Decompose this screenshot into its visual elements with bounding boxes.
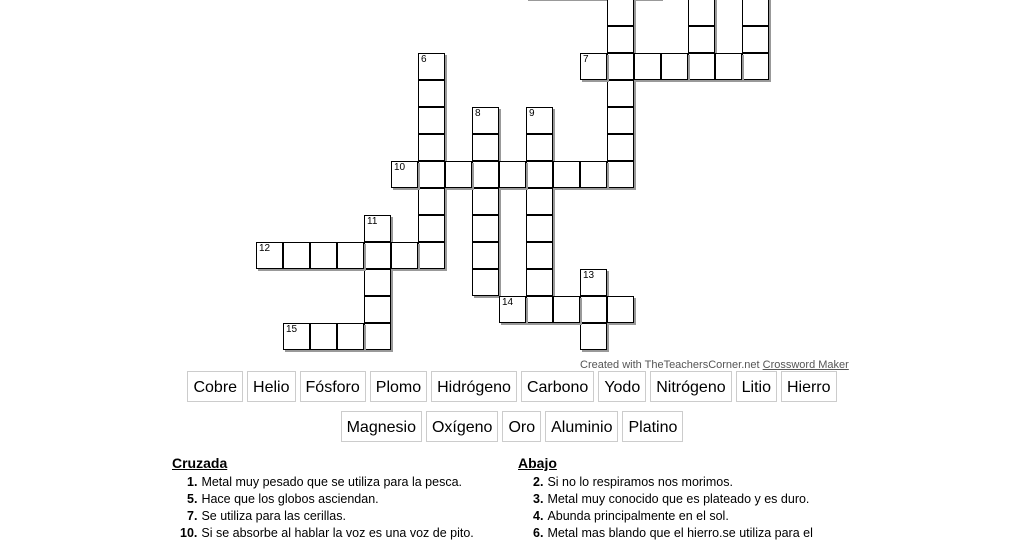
clue-item bbox=[518, 491, 813, 508]
grid-cell[interactable] bbox=[688, 26, 715, 53]
grid-cell[interactable] bbox=[310, 242, 337, 269]
grid-cell[interactable] bbox=[742, 53, 769, 80]
clue-number: 1. bbox=[187, 475, 198, 489]
clue-item bbox=[172, 508, 474, 525]
clue-number-label: 10 bbox=[394, 162, 406, 173]
word-bank-row-2 bbox=[0, 411, 1024, 442]
clue-number-label: 6 bbox=[421, 54, 427, 65]
word-bank-item: Carbono bbox=[521, 371, 594, 402]
clue-number: 3. bbox=[533, 492, 544, 506]
grid-cell[interactable] bbox=[418, 107, 445, 134]
grid-cell[interactable] bbox=[742, 0, 769, 26]
grid-cell[interactable] bbox=[499, 161, 526, 188]
grid-cell[interactable] bbox=[580, 296, 607, 323]
clue-text: Metal muy pesado que se utiliza para la pesca. bbox=[201, 475, 463, 489]
clue-number: 2. bbox=[533, 475, 544, 489]
clue-number: 4. bbox=[533, 509, 544, 523]
word-bank-item: Nitrógeno bbox=[650, 371, 731, 402]
grid-cell[interactable] bbox=[472, 161, 499, 188]
clue-number: 7. bbox=[187, 509, 198, 523]
grid-cell[interactable] bbox=[607, 26, 634, 53]
word-bank-item: Yodo bbox=[598, 371, 646, 402]
grid-cell[interactable] bbox=[283, 242, 310, 269]
grid-cell[interactable] bbox=[634, 53, 661, 80]
grid-cell[interactable] bbox=[418, 161, 445, 188]
grid-cell[interactable] bbox=[364, 296, 391, 323]
across-heading: Cruzada bbox=[172, 455, 228, 471]
grid-cell[interactable] bbox=[472, 242, 499, 269]
grid-cell[interactable] bbox=[526, 188, 553, 215]
grid-cell[interactable] bbox=[337, 242, 364, 269]
word-bank-item: Oro bbox=[502, 411, 541, 442]
clue-item bbox=[518, 474, 813, 491]
grid-cell[interactable] bbox=[688, 0, 715, 26]
grid-cell[interactable] bbox=[742, 26, 769, 53]
clue-text: Metal muy conocido que es plateado y es duro. bbox=[547, 492, 810, 506]
word-bank-item: Hierro bbox=[781, 371, 837, 402]
grid-cell[interactable] bbox=[418, 188, 445, 215]
grid-cell[interactable] bbox=[607, 53, 634, 80]
grid-cell[interactable] bbox=[499, 296, 526, 323]
clue-item bbox=[172, 525, 474, 542]
across-clues bbox=[172, 455, 474, 542]
clue-text: Se utiliza para las cerillas. bbox=[201, 509, 346, 523]
clue-item bbox=[518, 508, 813, 525]
grid-cell[interactable] bbox=[472, 188, 499, 215]
word-bank-item: Helio bbox=[247, 371, 295, 402]
grid-cell[interactable] bbox=[526, 107, 553, 134]
clue-item bbox=[172, 491, 474, 508]
credit-line bbox=[580, 359, 849, 371]
grid-cell[interactable] bbox=[526, 296, 553, 323]
grid-cell[interactable] bbox=[418, 53, 445, 80]
clue-number-label: 8 bbox=[475, 108, 481, 119]
clue-number: 10. bbox=[180, 526, 198, 540]
grid-cell[interactable] bbox=[553, 161, 580, 188]
grid-cell[interactable] bbox=[526, 242, 553, 269]
grid-cell[interactable] bbox=[364, 323, 391, 350]
grid-cell[interactable] bbox=[472, 215, 499, 242]
clue-number-label: 13 bbox=[583, 270, 595, 281]
word-bank-item: Platino bbox=[622, 411, 683, 442]
credit-text: Created with TheTeachersCorner.net bbox=[580, 359, 763, 371]
grid-cell[interactable] bbox=[715, 53, 742, 80]
grid-cell[interactable] bbox=[661, 53, 688, 80]
grid-cell[interactable] bbox=[580, 53, 607, 80]
clue-number-label: 9 bbox=[529, 108, 535, 119]
clue-number-label: 14 bbox=[502, 297, 514, 308]
grid-cell[interactable] bbox=[472, 134, 499, 161]
grid-cell[interactable] bbox=[418, 80, 445, 107]
grid-cell[interactable] bbox=[607, 80, 634, 107]
word-bank-row-1 bbox=[0, 371, 1024, 402]
grid-cell[interactable] bbox=[607, 107, 634, 134]
clue-number-label: 15 bbox=[286, 324, 298, 335]
down-heading: Abajo bbox=[518, 455, 557, 471]
grid-cell[interactable] bbox=[607, 296, 634, 323]
grid-cell[interactable] bbox=[526, 134, 553, 161]
grid-cell[interactable] bbox=[364, 215, 391, 242]
down-clues bbox=[518, 455, 813, 542]
clue-number-label: 7 bbox=[583, 54, 589, 65]
word-bank-item: Fósforo bbox=[300, 371, 366, 402]
grid-cell[interactable] bbox=[310, 323, 337, 350]
clue-number-label: 12 bbox=[259, 243, 271, 254]
clue-number: 6. bbox=[533, 526, 544, 540]
word-bank-item: Magnesio bbox=[341, 411, 422, 442]
word-bank-item: Hidrógeno bbox=[431, 371, 517, 402]
word-bank-item: Cobre bbox=[187, 371, 243, 402]
clue-item bbox=[172, 474, 474, 491]
grid-cell[interactable] bbox=[418, 134, 445, 161]
word-bank-item: Aluminio bbox=[545, 411, 618, 442]
grid-cell[interactable] bbox=[526, 269, 553, 296]
clue-number-label: 11 bbox=[367, 216, 378, 227]
clue-number: 5. bbox=[187, 492, 198, 506]
grid-cell[interactable] bbox=[526, 215, 553, 242]
grid-cell[interactable] bbox=[472, 269, 499, 296]
grid-cell[interactable] bbox=[580, 323, 607, 350]
grid-cell[interactable] bbox=[472, 107, 499, 134]
grid-cell[interactable] bbox=[337, 323, 364, 350]
clue-item bbox=[518, 525, 813, 542]
grid-cell[interactable] bbox=[580, 269, 607, 296]
clue-text: Abunda principalmente en el sol. bbox=[547, 509, 729, 523]
clue-text: Hace que los globos asciendan. bbox=[201, 492, 379, 506]
grid-cell[interactable] bbox=[580, 161, 607, 188]
word-bank-item: Oxígeno bbox=[426, 411, 498, 442]
grid-cell[interactable] bbox=[607, 134, 634, 161]
grid-cell[interactable] bbox=[445, 161, 472, 188]
word-bank-item: Litio bbox=[736, 371, 777, 402]
grid-cell[interactable] bbox=[364, 242, 391, 269]
clue-text: Metal mas blando que el hierro.se utiliza para el bbox=[547, 526, 813, 540]
grid-cell[interactable] bbox=[418, 242, 445, 269]
grid-cell[interactable] bbox=[688, 53, 715, 80]
grid-cell[interactable] bbox=[391, 161, 418, 188]
grid-cell[interactable] bbox=[391, 242, 418, 269]
grid-cell[interactable] bbox=[418, 215, 445, 242]
grid-cell[interactable] bbox=[364, 269, 391, 296]
grid-cell[interactable] bbox=[553, 296, 580, 323]
word-bank-item: Plomo bbox=[370, 371, 427, 402]
grid-cell[interactable] bbox=[607, 0, 634, 26]
grid-cell[interactable] bbox=[256, 242, 283, 269]
clue-text: Si se absorbe al hablar la voz es una voz de pito. bbox=[201, 526, 474, 540]
grid-cell[interactable] bbox=[283, 323, 310, 350]
clue-text: Si no lo respiramos nos morimos. bbox=[547, 475, 733, 489]
grid-cell[interactable] bbox=[526, 161, 553, 188]
crossword-maker-link[interactable]: Crossword Maker bbox=[762, 359, 849, 371]
grid-cell[interactable] bbox=[607, 161, 634, 188]
